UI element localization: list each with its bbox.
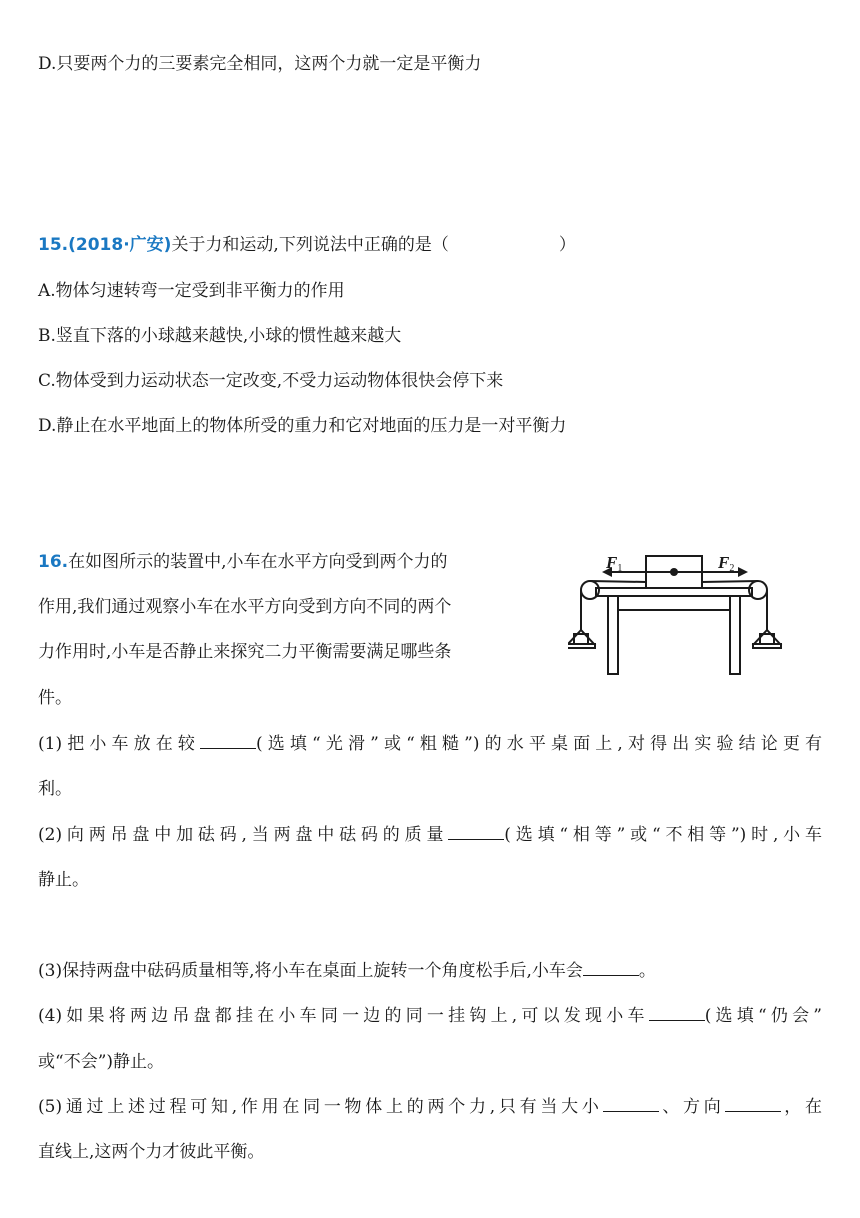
pan-right-hanger [754, 630, 780, 644]
q16-sub2-line-2: 静止。 [38, 870, 89, 890]
table-leg-right [730, 596, 740, 674]
q15-stem [38, 233, 576, 257]
q16-stem-line-2: 作用,我们通过观察小车在水平方向受到方向不同的两个 [38, 597, 452, 617]
q16-sub2-text-b: (选填“相等”或“不相等”)时,小车 [504, 825, 823, 845]
table-leg-left [608, 596, 618, 674]
q16-sub5-blank-2[interactable] [725, 1095, 781, 1112]
q16-sub5-blank-1[interactable] [603, 1095, 659, 1112]
q16-sub5-text-a: (5)通过上述过程可知,作用在同一物体上的两个力,只有当大小 [38, 1097, 603, 1117]
q16-sub4-text-a: (4)如果将两边吊盘都挂在小车同一边的同一挂钩上,可以发现小车 [38, 1006, 649, 1026]
q16-sub3-text-b: 。 [638, 961, 656, 981]
q16-sub5-line-2: 直线上,这两个力才彼此平衡。 [38, 1142, 265, 1162]
q15-stem-text: 关于力和运动,下列说法中正确的是（ [171, 235, 449, 255]
q16-number: 16. [38, 552, 69, 572]
q16-sub5-line-1 [38, 1095, 822, 1119]
q16-sub1-text-a: (1)把小车放在较 [38, 734, 201, 754]
q16-sub1-text-b: (选填“光滑”或“粗糙”)的水平桌面上,对得出实验结论更有 [256, 734, 822, 754]
q15-option-a: A.物体匀速转弯一定受到非平衡力的作用 [38, 281, 345, 301]
q16-sub4-text-b: (选填“仍会” [704, 1006, 823, 1026]
string-right [702, 581, 758, 582]
q16-sub2-blank[interactable] [448, 823, 504, 840]
q15-number: 15. [38, 235, 69, 255]
string-left [590, 581, 646, 582]
pan-left-hanger [568, 630, 594, 644]
table-top [596, 588, 752, 596]
q16-stem-text-1: 在如图所示的装置中,小车在水平方向受到两个力的 [68, 552, 448, 572]
label-f1: F1 [606, 553, 623, 574]
q16-stem-line-4: 件。 [38, 688, 72, 708]
q16-sub3-line [38, 959, 656, 983]
q15-option-c: C.物体受到力运动状态一定改变,不受力运动物体很快会停下来 [38, 371, 504, 391]
q16-sub2-line-1 [38, 823, 822, 847]
q15-option-d: D.静止在水平地面上的物体所受的重力和它对地面的压力是一对平衡力 [38, 416, 567, 436]
cart-center-dot [670, 568, 678, 576]
q16-sub3-text-a: (3)保持两盘中砝码质量相等,将小车在桌面上旋转一个角度松手后,小车会 [38, 961, 583, 981]
q16-stem-line-3: 力作用时,小车是否静止来探究二力平衡需要满足哪些条 [38, 642, 452, 662]
q14-option-d: D.只要两个力的三要素完全相同，这两个力就一定是平衡力 [38, 54, 482, 74]
experiment-apparatus-figure [568, 548, 788, 680]
q16-stem-line-1 [38, 550, 448, 574]
q16-sub1-blank[interactable] [200, 732, 256, 749]
q16-sub2-text-a: (2)向两吊盘中加砝码,当两盘中砝码的质量 [38, 825, 449, 845]
q15-close-paren: ） [558, 235, 576, 255]
q16-sub4-line-1 [38, 1004, 822, 1028]
q16-sub4-line-2: 或“不会”)静止。 [38, 1052, 165, 1072]
label-f2: F2 [718, 553, 735, 574]
q16-sub5-text-c: ，在 [780, 1097, 823, 1117]
q16-sub4-blank[interactable] [649, 1004, 705, 1021]
q16-sub3-blank[interactable] [583, 959, 639, 976]
arrow-f2-head [738, 567, 748, 577]
q15-option-b: B.竖直下落的小球越来越快,小球的惯性越来越大 [38, 326, 402, 346]
q16-sub5-text-b: 、方向 [658, 1097, 725, 1117]
q16-sub1-line-1 [38, 732, 822, 756]
q16-sub1-line-2: 利。 [38, 779, 72, 799]
q15-source: (2018·广安) [68, 235, 172, 255]
